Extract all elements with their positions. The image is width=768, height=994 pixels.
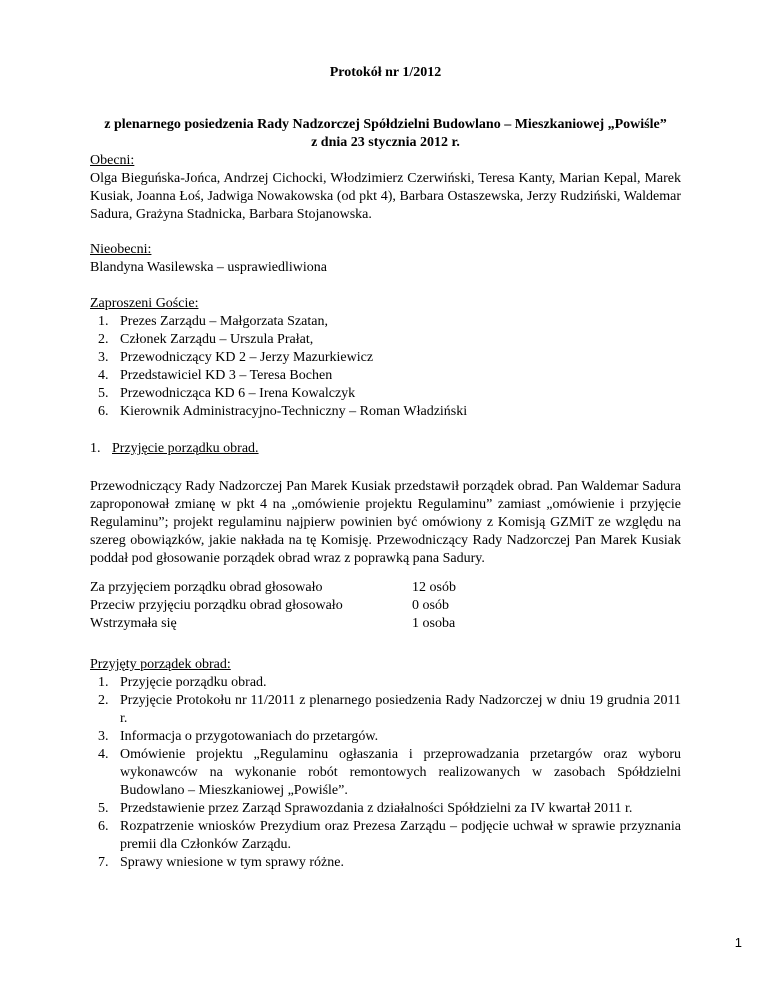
- list-item: 3. Informacja o przygotowaniach do przetargów.: [98, 729, 379, 744]
- document-title: Protokół nr 1/2012: [329, 65, 442, 80]
- list-item: 5. Przedstawienie przez Zarząd Sprawozdania z działalności Spółdzielni za IV kwartał 2011 r.: [98, 801, 633, 816]
- guests-list: [90, 313, 681, 421]
- vote-row-against: Przeciw przyjęciu porządku obrad głosowało 0 osób: [90, 598, 449, 613]
- present-heading: Obecni:: [90, 153, 135, 168]
- vote-row-for: Za przyjęciem porządku obrad głosowało 12 osób: [90, 580, 456, 595]
- agenda-list: [90, 674, 681, 872]
- section-1-paragraph: Przewodniczący Rady Nadzorczej Pan Marek Kusiak przedstawił porządek obrad. Pan Waldemar Sadura zaproponował zmianę w pkt 4 na „omówienie projektu Regulaminu” zamiast „omówienie i przyjęcie Regulaminu”; projekt regulaminu najpierw powinien być omówiony z Komisją GZMiT ze względu na szereg obowiązków, jakie nakłada na tę Komisję. Przewodniczący Rady Nadzorczej Pan Marek Kusiak poddał pod głosowanie porządek obrad wraz z poprawką pana Sadury.: [90, 479, 681, 566]
- list-item: 6. Kierownik Administracyjno-Techniczny – Roman Władziński: [98, 404, 468, 419]
- guests-section: [90, 295, 681, 421]
- vote-results: [90, 579, 681, 633]
- vote-row-abstain: Wstrzymała się 1 osoba: [90, 616, 456, 631]
- agenda-heading: Przyjęty porządek obrad:: [90, 657, 231, 672]
- absent-heading: Nieobecni:: [90, 242, 152, 257]
- absent-section: [90, 241, 681, 277]
- subtitle-line-2: z dnia 23 stycznia 2012 r.: [311, 135, 460, 150]
- list-item: 6. Rozpatrzenie wniosków Prezydium oraz Prezesa Zarządu – podjęcie uchwał w sprawie przyznania premii dla Członków Zarządu.: [98, 819, 681, 852]
- list-item: 4. Przedstawiciel KD 3 – Teresa Bochen: [98, 368, 333, 383]
- section-1-number: 1.: [90, 441, 101, 456]
- list-item: 2. Przyjęcie Protokołu nr 11/2011 z plenarnego posiedzenia Rady Nadzorczej w dniu 19 grudnia 2011 r.: [98, 693, 681, 726]
- present-section: [90, 152, 681, 224]
- subtitle-line-1: z plenarnego posiedzenia Rady Nadzorczej Spółdzielni Budowlano – Mieszkaniowej „Powiśle”: [104, 117, 667, 132]
- page-number: 1: [734, 935, 742, 950]
- document-subtitle: [90, 116, 681, 152]
- present-list: Olga Bieguńska-Jońca, Andrzej Cichocki, Włodzimierz Czerwiński, Teresa Kanty, Marian Kepal, Marek Kusiak, Joanna Łoś, Jadwiga Nowakowska (od pkt 4), Barbara Ostaszewska, Jerzy Rudziński, Waldemar Sadura, Grażyna Stadnicka, Barbara Stojanowska.: [90, 171, 681, 222]
- absent-list: Blandyna Wasilewska – usprawiedliwiona: [90, 260, 327, 275]
- list-item: 2. Członek Zarządu – Urszula Prałat,: [98, 332, 314, 347]
- section-1-title: Przyjęcie porządku obrad.: [112, 441, 259, 456]
- section-1-heading: [90, 440, 681, 458]
- agenda-section: [90, 656, 681, 872]
- list-item: 1. Prezes Zarządu – Małgorzata Szatan,: [98, 314, 328, 329]
- guests-heading: Zaproszeni Goście:: [90, 296, 199, 311]
- list-item: 7. Sprawy wniesione w tym sprawy różne.: [98, 855, 344, 870]
- list-item: 5. Przewodnicząca KD 6 – Irena Kowalczyk: [98, 386, 356, 401]
- list-item: 1. Przyjęcie porządku obrad.: [98, 675, 267, 690]
- list-item: 4. Omówienie projektu „Regulaminu ogłaszania i przeprowadzania przetargów oraz wyboru wykonawców na wykonanie robót remontowych realizowanych w zasobach Spółdzielni Budowlano – Mieszkaniowej „Powiśle”.: [98, 747, 681, 798]
- list-item: 3. Przewodniczący KD 2 – Jerzy Mazurkiewicz: [98, 350, 374, 365]
